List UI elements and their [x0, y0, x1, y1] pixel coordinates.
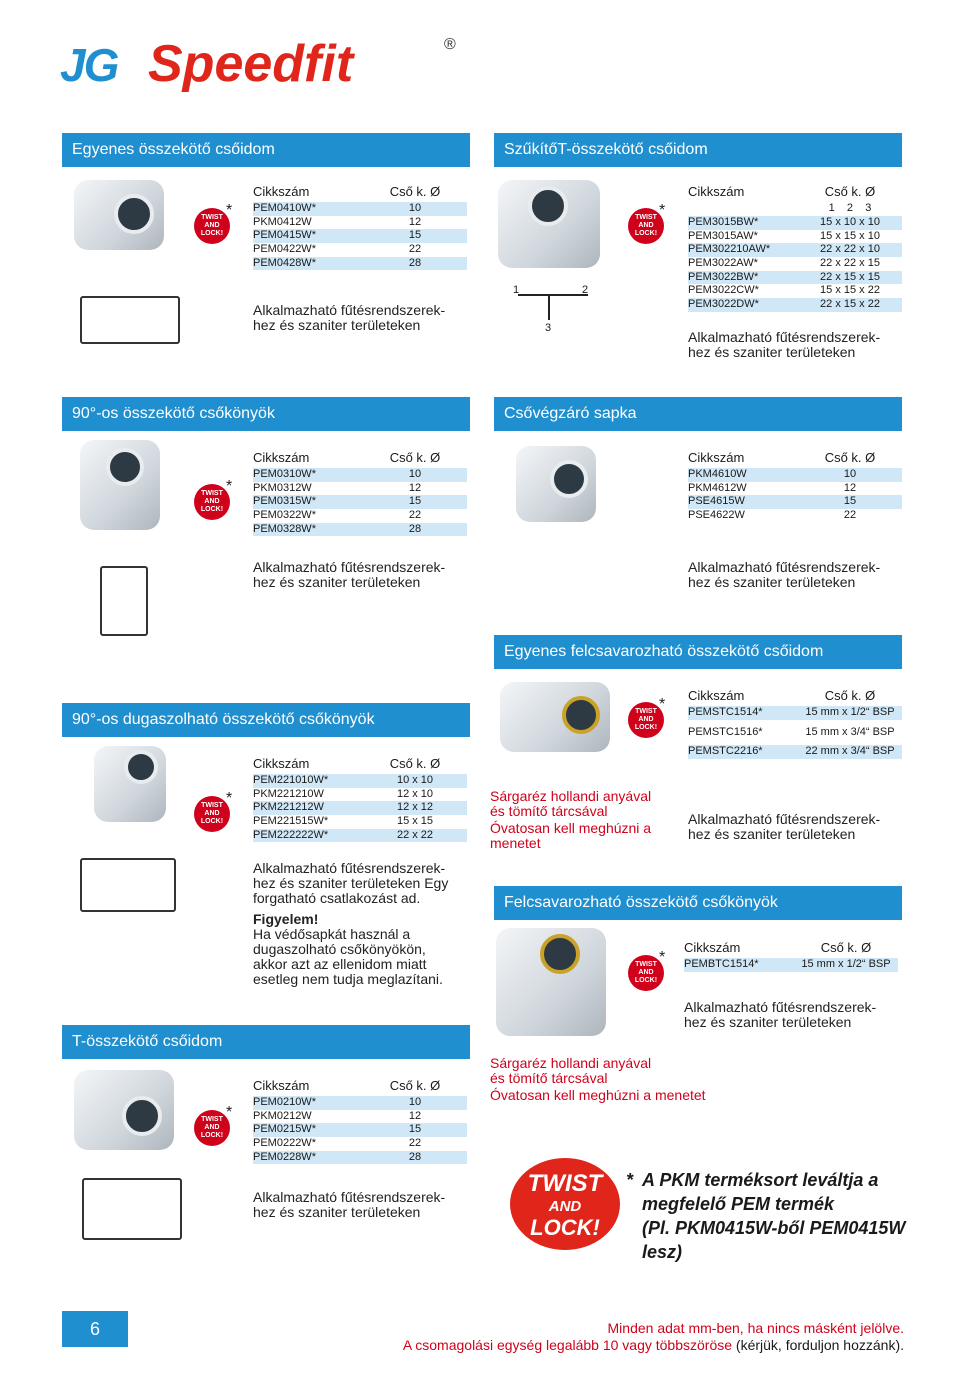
product-code: PEM0315W*	[253, 495, 316, 508]
pipe-diameter: 10	[408, 468, 422, 480]
straight-note: Alkalmazható fűtésrendszerek-hez és szaniter területeken	[253, 302, 446, 333]
table-row	[688, 257, 902, 271]
pipe-diameter: 22	[843, 509, 857, 522]
plug-elbow-warning-text: Ha védősapkát használ a dugaszolható csőkönyökön, akkor azt az ellenidom miatt esetleg nem tudja meglazítani.	[253, 926, 443, 987]
table-row	[253, 523, 467, 537]
table-row	[688, 230, 902, 244]
table-row	[684, 958, 898, 972]
pipe-diameter: 15 x 15 x 22	[820, 284, 880, 297]
footer-units-note: Minden adat mm-ben, ha nincs másként jelölve.	[607, 1320, 904, 1336]
threaded-elbow-brass-note: Sárgaréz hollandi anyával és tömítő tárcsával	[490, 1055, 652, 1086]
port-number-subheader: 1 2 3	[828, 202, 872, 214]
table-row	[253, 202, 467, 216]
twist-lock-badge: TWIST AND LOCK!	[194, 796, 230, 832]
product-code: PEMSTC1516*	[688, 725, 763, 738]
product-code: PKM0412W	[253, 215, 312, 228]
straight-coupler-drawing	[80, 296, 180, 344]
pipe-diameter: 22	[408, 243, 422, 256]
table-row	[688, 706, 902, 720]
section-title-threaded-straight: Egyenes felcsavarozható összekötő csőidom	[494, 635, 902, 669]
table-header-diameter: Cső k. Ø	[389, 184, 441, 199]
pipe-diameter: 12	[408, 215, 422, 228]
registered-mark: ®	[444, 36, 456, 53]
product-code: PEM221010W*	[253, 774, 329, 786]
tee-drawing	[82, 1178, 182, 1240]
product-code: PEM0415W*	[253, 229, 316, 242]
table-header-diameter: Cső k. Ø	[389, 756, 441, 771]
threaded-elbow-table	[684, 940, 898, 978]
logo-mark: JG	[60, 39, 118, 91]
table-row	[688, 243, 902, 257]
table-row	[253, 788, 467, 802]
table-row	[253, 468, 467, 482]
product-code: PEM221515W*	[253, 815, 329, 828]
twist-asterisk: *	[226, 1104, 233, 1121]
plug-elbow-note: Alkalmazható fűtésrendszerek-hez és szaniter területeken Egy forgatható csatlakozást ad.	[253, 860, 449, 906]
table-row	[688, 745, 902, 759]
product-code: PKM4612W	[688, 481, 747, 494]
product-code: PEM0422W*	[253, 243, 316, 256]
twist-lock-badge: TWIST AND LOCK!	[628, 208, 664, 244]
table-header-diameter: Cső k. Ø	[389, 1078, 441, 1093]
product-code: PKM0212W	[253, 1109, 312, 1122]
pipe-diameter: 15 x 15	[396, 815, 434, 828]
pipe-diameter: 28	[408, 1150, 422, 1163]
table-row	[688, 216, 902, 230]
threaded-straight-table	[688, 688, 902, 765]
product-code: PEM0222W*	[253, 1137, 316, 1150]
section-title-straight: Egyenes összekötő csőidom	[62, 133, 470, 167]
table-row	[253, 495, 467, 509]
table-header-diameter: Cső k. Ø	[824, 184, 876, 199]
table-row	[253, 482, 467, 496]
table-row	[253, 1123, 467, 1137]
twist-lock-badge: TWIST AND LOCK!	[194, 1110, 230, 1146]
product-code: PEM0210W*	[253, 1096, 316, 1108]
table-row	[253, 257, 467, 271]
section-title-end-cap: Csővégzáró sapka	[494, 397, 902, 431]
product-code: PEMSTC1514*	[688, 706, 763, 718]
reducing-tee-diagram	[510, 284, 600, 340]
product-code: PKM221210W	[253, 787, 324, 800]
table-row	[688, 509, 902, 523]
pipe-diameter: 28	[408, 256, 422, 269]
product-code: PEM0328W*	[253, 522, 316, 535]
twist-asterisk: *	[226, 478, 233, 495]
table-row	[253, 815, 467, 829]
page-number: 6	[89, 1319, 100, 1339]
reducing-tee-note: Alkalmazható fűtésrendszerek-hez és szaniter területeken	[688, 329, 881, 360]
elbow-note: Alkalmazható fűtésrendszerek-hez és szaniter területeken	[253, 559, 446, 590]
table-header-code: Cikkszám	[688, 450, 745, 465]
product-code: PEM3015AW*	[688, 229, 758, 242]
port-label-3: 3	[545, 322, 552, 334]
table-row	[253, 1110, 467, 1124]
pipe-diameter: 22	[408, 1137, 422, 1150]
pipe-diameter: 15	[408, 495, 422, 508]
threaded-elbow-tighten-note: Óvatosan kell meghúzni a menetet	[490, 1087, 706, 1103]
table-header-code: Cikkszám	[253, 756, 310, 771]
table-row	[688, 726, 902, 740]
threaded-straight-note: Alkalmazható fűtésrendszerek-hez és szaniter területeken	[688, 811, 881, 842]
pipe-diameter: 10 x 10	[396, 774, 434, 786]
threaded-straight-photo	[500, 682, 610, 752]
plug-elbow-table	[253, 756, 467, 842]
twist-lock-badge: TWIST AND LOCK!	[628, 702, 664, 738]
product-code: PEMSTC2216*	[688, 745, 763, 758]
product-code: PEM3022CW*	[688, 284, 759, 297]
table-row	[253, 229, 467, 243]
product-code: PEM0410W*	[253, 202, 316, 214]
twist-lock-badge: TWIST AND LOCK!	[194, 208, 230, 244]
table-header-diameter: Cső k. Ø	[820, 940, 872, 955]
table-row	[253, 829, 467, 843]
pipe-diameter: 15	[408, 229, 422, 242]
twist-lock-badge: TWIST AND LOCK!	[628, 955, 664, 991]
threaded-straight-tighten-note: Óvatosan kell meghúzni a menetet	[490, 820, 652, 851]
product-code: PEM3015BW*	[688, 216, 759, 228]
product-code: PEMBTC1514*	[684, 958, 759, 970]
pipe-diameter: 12	[843, 481, 857, 494]
product-code: PKM221212W	[253, 801, 324, 814]
pipe-diameter: 10	[408, 1096, 422, 1108]
end-cap-table	[688, 450, 902, 523]
product-code: PEM0310W*	[253, 468, 316, 480]
pipe-diameter: 12 x 10	[396, 787, 434, 800]
table-header-code: Cikkszám	[253, 450, 310, 465]
table-row	[253, 1151, 467, 1165]
end-cap-note: Alkalmazható fűtésrendszerek-hez és szaniter területeken	[688, 559, 881, 590]
plug-elbow-drawing	[80, 858, 176, 912]
twist-lock-badge: TWIST AND LOCK!	[194, 484, 230, 520]
product-code: PEM3022BW*	[688, 270, 759, 283]
end-cap-photo	[516, 446, 596, 522]
table-header-diameter: Cső k. Ø	[389, 450, 441, 465]
table-row	[688, 271, 902, 285]
threaded-straight-brass-note: Sárgaréz hollandi anyával és tömítő tárcsával	[490, 788, 652, 819]
pipe-diameter: 22 x 22 x 15	[820, 257, 880, 270]
twist-asterisk: *	[659, 949, 666, 966]
product-code: PKM4610W	[688, 468, 747, 480]
product-code: PSE4615W	[688, 495, 745, 508]
table-header-code: Cikkszám	[688, 688, 745, 703]
pipe-diameter: 12	[408, 1109, 422, 1122]
pipe-diameter: 22 x 15 x 22	[820, 298, 880, 311]
pipe-diameter: 15 x 15 x 10	[820, 229, 880, 242]
section-title-reducing-tee: SzűkítőT-összekötő csőidom	[494, 133, 902, 167]
table-row	[253, 216, 467, 230]
pipe-diameter: 15	[843, 495, 857, 508]
pipe-diameter: 22 mm x 3/4“ BSP	[805, 745, 895, 758]
pipe-diameter: 15 mm x 1/2“ BSP	[801, 958, 891, 970]
twist-asterisk: *	[226, 790, 233, 807]
table-row	[253, 509, 467, 523]
elbow-table	[253, 450, 467, 536]
tee-note: Alkalmazható fűtésrendszerek-hez és szaniter területeken	[253, 1189, 446, 1220]
product-code: PEM3022DW*	[688, 298, 759, 311]
pipe-diameter: 10	[843, 468, 857, 480]
table-header-code: Cikkszám	[253, 184, 310, 199]
elbow-drawing	[100, 566, 148, 636]
table-header-diameter: Cső k. Ø	[824, 450, 876, 465]
pipe-diameter: 15	[408, 1123, 422, 1136]
brand-logo	[60, 34, 456, 94]
port-label-1: 1	[513, 284, 520, 296]
big-twist-lock-badge: TWIST AND LOCK!	[510, 1158, 620, 1250]
table-row	[253, 1137, 467, 1151]
table-header-code: Cikkszám	[253, 1078, 310, 1093]
pipe-diameter: 15 mm x 3/4“ BSP	[805, 725, 895, 738]
pipe-diameter: 22	[408, 509, 422, 522]
page-number-box	[62, 1311, 128, 1347]
twist-asterisk: *	[659, 202, 666, 219]
product-code: PEM0322W*	[253, 509, 316, 522]
straight-coupler-photo	[74, 180, 164, 250]
straight-table	[253, 184, 467, 270]
pkm-footnote: * A PKM terméksort leváltja a megfelelő PEM termék (Pl. PKM0415W-ből PEM0415W lesz)	[626, 1170, 906, 1262]
table-row	[688, 284, 902, 298]
section-title-threaded-elbow: Felcsavarozható összekötő csőkönyök	[494, 886, 902, 920]
table-row	[688, 495, 902, 509]
product-code: PEM222222W*	[253, 828, 329, 841]
twist-asterisk: *	[659, 696, 666, 713]
pipe-diameter: 12	[408, 481, 422, 494]
pipe-diameter: 12 x 12	[396, 801, 434, 814]
port-label-2: 2	[582, 284, 589, 296]
product-code: PEM3022AW*	[688, 257, 758, 270]
footer-packaging-note: A csomagolási egység legalább 10 vagy többszöröse (kérjük, forduljon hozzánk).	[402, 1337, 904, 1353]
pipe-diameter: 22 x 15 x 15	[820, 270, 880, 283]
product-code: PEM0428W*	[253, 256, 316, 269]
section-title-elbow: 90°-os összekötő csőkönyök	[62, 397, 470, 431]
elbow-photo	[80, 440, 160, 530]
product-code: PSE4622W	[688, 509, 745, 522]
pipe-diameter: 15 x 10 x 10	[820, 216, 880, 228]
threaded-elbow-note: Alkalmazható fűtésrendszerek-hez és szaniter területeken	[684, 999, 877, 1030]
product-code: PEM302210AW*	[688, 243, 771, 256]
brand-name: Speedfit	[148, 35, 354, 93]
table-row	[688, 482, 902, 496]
tee-photo	[74, 1070, 174, 1150]
table-row	[253, 243, 467, 257]
table-header-code: Cikkszám	[684, 940, 741, 955]
product-code: PEM0228W*	[253, 1150, 316, 1163]
plug-elbow-photo	[94, 746, 166, 822]
threaded-elbow-photo	[496, 928, 606, 1036]
product-code: PKM0312W	[253, 481, 312, 494]
reducing-tee-table	[688, 184, 902, 312]
table-row	[253, 801, 467, 815]
table-row	[253, 1096, 467, 1110]
table-header-code: Cikkszám	[688, 184, 745, 199]
pipe-diameter: 22 x 22 x 10	[820, 243, 880, 256]
table-row	[688, 298, 902, 312]
twist-asterisk: *	[226, 202, 233, 219]
table-row	[253, 774, 467, 788]
section-title-plug-elbow: 90°-os dugaszolható összekötő csőkönyök	[62, 703, 470, 737]
table-row	[688, 468, 902, 482]
plug-elbow-warning-title: Figyelem!	[253, 911, 319, 927]
pipe-diameter: 15 mm x 1/2“ BSP	[805, 706, 895, 718]
pipe-diameter: 28	[408, 522, 422, 535]
product-code: PEM0215W*	[253, 1123, 316, 1136]
reducing-tee-photo	[498, 180, 600, 268]
pipe-diameter: 22 x 22	[396, 828, 434, 841]
tee-table	[253, 1078, 467, 1164]
section-title-tee: T-összekötő csőidom	[62, 1025, 470, 1059]
table-header-diameter: Cső k. Ø	[824, 688, 876, 703]
pipe-diameter: 10	[408, 202, 422, 214]
